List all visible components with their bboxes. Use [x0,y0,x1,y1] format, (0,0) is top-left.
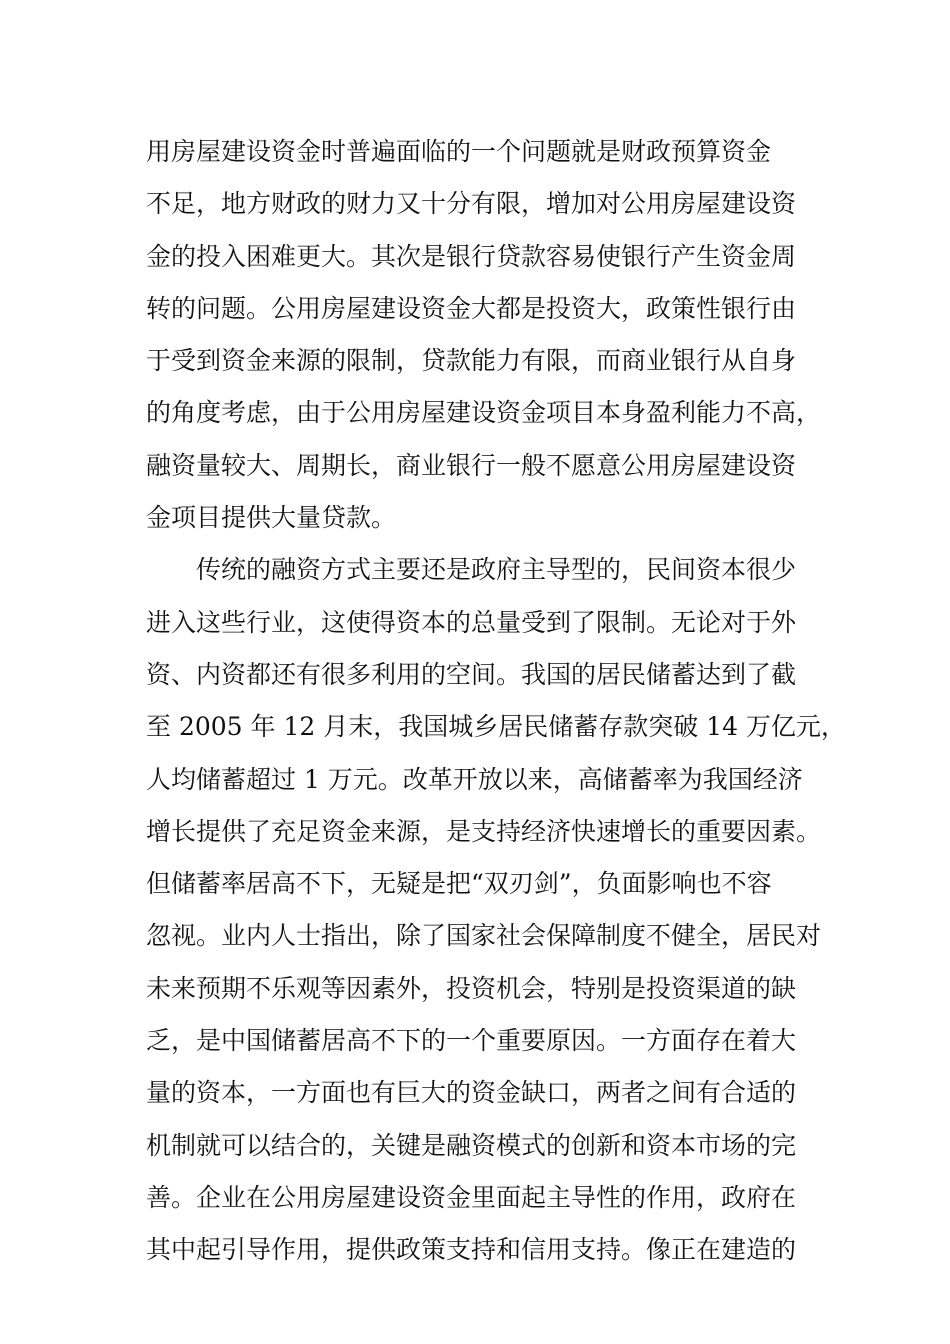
text-line: 资、内资都还有很多利用的空间。我国的居民储蓄达到了截 [146,659,797,689]
text-line: 机制就可以结合的，关键是融资模式的创新和资本市场的完 [146,1130,797,1160]
text-line: 未来预期不乐观等因素外，投资机会，特别是投资渠道的缺 [146,973,797,1003]
text-line: 乏，是中国储蓄居高不下的一个重要原因。一方面存在着大 [146,1026,797,1056]
text-line: 金项目提供大量贷款。 [146,503,397,533]
text-line: 量的资本，一方面也有巨大的资金缺口，两者之间有合适的 [146,1078,797,1108]
text-line: 于受到资金来源的限制，贷款能力有限，而商业银行从自身 [146,346,797,376]
text-line: 至 2005 年 12 月末，我国城乡居民储蓄存款突破 14 万亿元， [146,712,846,742]
text-line: 融资量较大、周期长，商业银行一般不愿意公用房屋建设资 [146,450,797,480]
text-line: 但储蓄率居高不下，无疑是把“双刃剑”，负面影响也不容 [146,869,772,899]
text-line: 传统的融资方式主要还是政府主导型的，民间资本很少 [196,555,797,585]
text-line: 转的问题。公用房屋建设资金大都是投资大，政策性银行由 [146,293,797,323]
text-line: 的角度考虑，由于公用房屋建设资金项目本身盈利能力不高， [146,398,822,428]
text-line: 增长提供了充足资金来源，是支持经济快速增长的重要因素。 [146,816,822,846]
text-line: 金的投入困难更大。其次是银行贷款容易使银行产生资金周 [146,241,797,271]
text-line: 其中起引导作用，提供政策支持和信用支持。像正在建造的 [146,1235,797,1265]
text-line: 善。企业在公用房屋建设资金里面起主导性的作用，政府在 [146,1182,797,1212]
text-line: 进入这些行业，这使得资本的总量受到了限制。无论对于外 [146,607,797,637]
text-line: 不足，地方财政的财力又十分有限，增加对公用房屋建设资 [146,189,797,219]
body-text [146,126,846,1277]
paragraph-2 [146,544,846,1276]
text-line: 人均储蓄超过 1 万元。改革开放以来，高储蓄率为我国经济 [146,764,803,794]
paragraph-1 [146,126,826,544]
text-line: 忽视。业内人士指出，除了国家社会保障制度不健全，居民对 [146,921,822,951]
text-line: 用房屋建设资金时普遍面临的一个问题就是财政预算资金 [146,137,772,166]
